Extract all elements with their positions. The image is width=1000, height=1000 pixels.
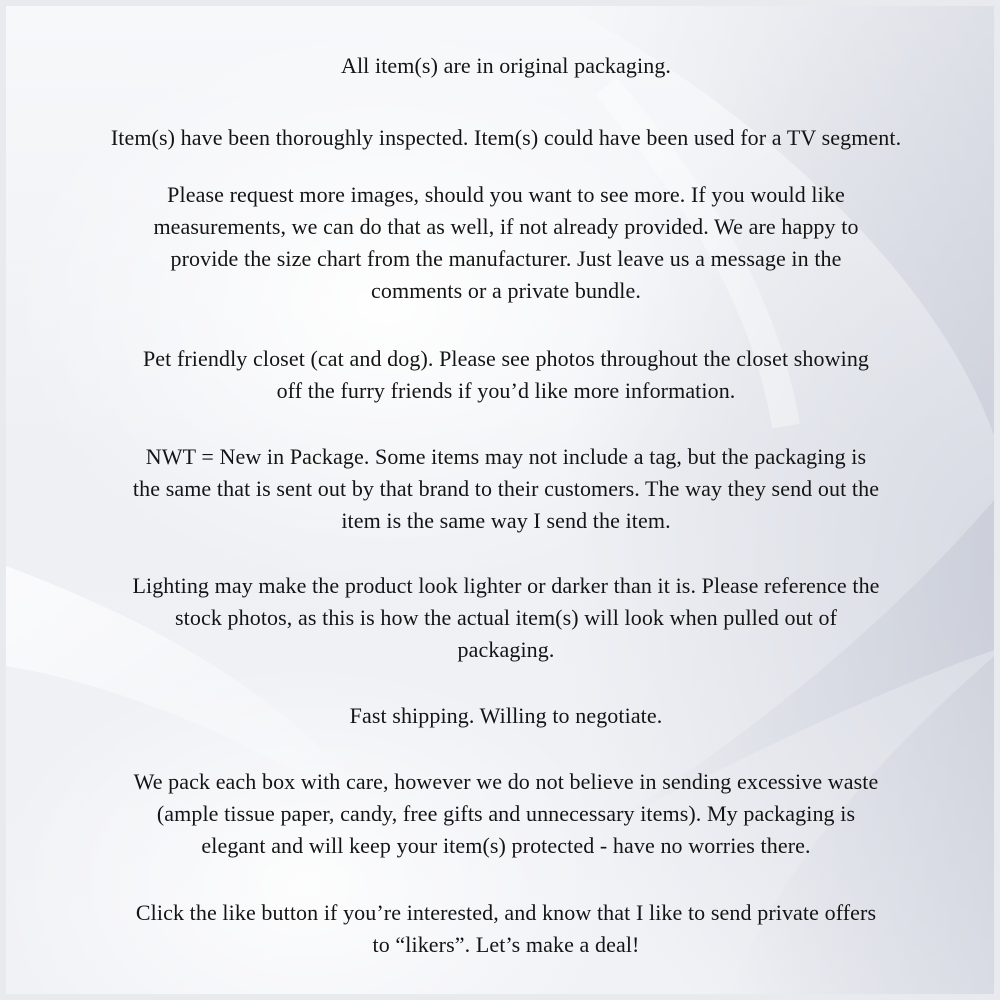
text-line: Fast shipping. Willing to negotiate. xyxy=(349,703,663,728)
images-request-note xyxy=(16,179,996,307)
packing-note xyxy=(16,766,996,862)
inspection-note xyxy=(16,122,996,154)
text-line: provide the size chart from the manufacturer. Just leave us a message in the xyxy=(170,246,842,271)
text-line: the same that is sent out by that brand to their customers. The way they send out the xyxy=(132,476,880,501)
pet-friendly-note xyxy=(16,343,996,407)
text-line: Pet friendly closet (cat and dog). Please see photos throughout the closet showing xyxy=(142,346,870,371)
text-line: Item(s) have been thoroughly inspected. Item(s) could have been used for a TV segment. xyxy=(110,125,902,150)
text-line: elegant and will keep your item(s) protected - have no worries there. xyxy=(201,833,811,858)
text-line: comments or a private bundle. xyxy=(371,278,641,303)
text-line: to “likers”. Let’s make a deal! xyxy=(372,932,640,957)
text-line: stock photos, as this is how the actual item(s) will look when pulled out of xyxy=(174,605,837,630)
text-line: (ample tissue paper, candy, free gifts and unnecessary items). My packaging is xyxy=(156,801,856,826)
nwt-note xyxy=(16,441,996,537)
text-line: item is the same way I send the item. xyxy=(341,508,671,533)
listing-text xyxy=(6,6,1000,1000)
text-line: off the furry friends if you’d like more information. xyxy=(276,378,736,403)
text-line: Click the like button if you’re interested, and know that I like to send private offers xyxy=(135,900,877,925)
text-line: packaging. xyxy=(457,637,555,662)
text-line: All item(s) are in original packaging. xyxy=(340,53,672,78)
shipping-note xyxy=(16,700,996,732)
text-line: We pack each box with care, however we do not believe in sending excessive waste xyxy=(133,769,879,794)
lighting-note xyxy=(16,570,996,666)
text-line: Please request more images, should you want to see more. If you would like xyxy=(167,182,845,207)
text-line: NWT = New in Package. Some items may not include a tag, but the packaging is xyxy=(145,444,867,469)
like-offer-note xyxy=(16,897,996,961)
packaging-note xyxy=(16,50,996,82)
text-line: Lighting may make the product look lighter or darker than it is. Please reference the xyxy=(132,573,880,598)
text-line: measurements, we can do that as well, if not already provided. We are happy to xyxy=(153,214,859,239)
